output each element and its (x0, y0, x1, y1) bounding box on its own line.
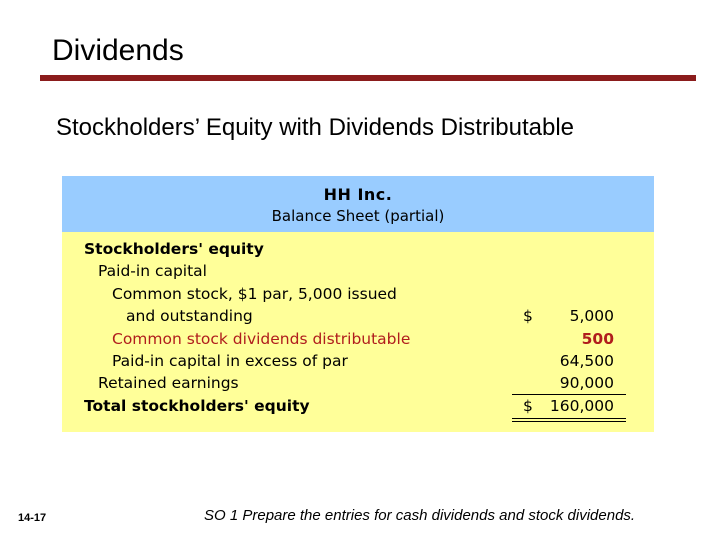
page-number: 14-17 (18, 512, 47, 524)
total-double-rule-bottom (512, 421, 626, 422)
total-amount: 160,000 (549, 397, 614, 415)
slide-subtitle: Stockholders’ Equity with Dividends Distributable (56, 114, 575, 141)
study-objective-footer: SO 1 Prepare the entries for cash dividends and stock dividends. (204, 507, 636, 524)
balance-sheet (62, 176, 654, 432)
line-item-label: Paid-in capital in excess of par (112, 352, 348, 370)
section-heading: Stockholders' equity (84, 240, 264, 258)
line-item-amount: 90,000 (559, 374, 614, 392)
line-item-label: Paid-in capital (98, 262, 207, 280)
line-item-label: Common stock, $1 par, 5,000 issued (112, 285, 397, 303)
currency-symbol: $ (523, 397, 533, 415)
balance-sheet-header (62, 176, 654, 232)
slide-title: Dividends (52, 34, 184, 67)
statement-name: Balance Sheet (partial) (271, 207, 445, 225)
title-divider (40, 75, 696, 81)
line-item-amount: 64,500 (559, 352, 614, 370)
line-item-amount: 5,000 (569, 307, 614, 325)
highlighted-line-item-label: Common stock dividends distributable (112, 330, 411, 348)
subtotal-rule (512, 394, 626, 395)
highlighted-line-item-amount: 500 (581, 330, 614, 348)
total-double-rule-top (512, 418, 626, 419)
currency-symbol: $ (523, 307, 533, 325)
company-name: HH Inc. (323, 185, 393, 204)
line-item-label: Retained earnings (98, 374, 239, 392)
total-label: Total stockholders' equity (84, 397, 310, 415)
line-item-label: and outstanding (126, 307, 253, 325)
